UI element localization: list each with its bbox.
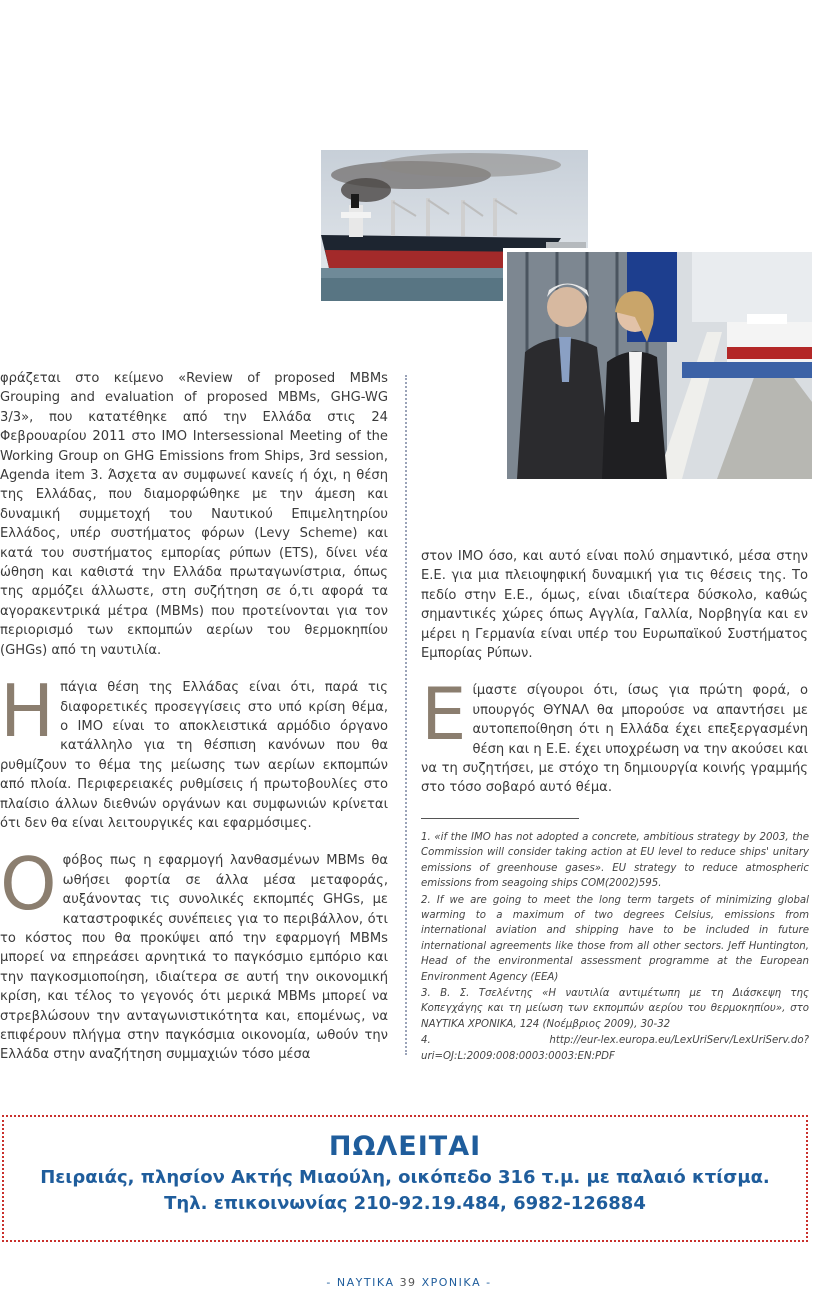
paragraph: φράζεται στο κείμενο «Review of proposed MBMs Grouping and evaluation of proposed MBMs, GHG-WG 3/3», που κατατέθηκε από την Ελλάδα στις 24 Φεβρουαρίου 2011 στο IMO Intersessional Meeting of the Working Group on GHG Emissions from Ships, 3rd session, Agenda item 3. Άσχετα αν συμφωνεί κανείς ή όχι, η θέση της Ελλάδας, που διαμορφώθηκε με την άμεση και δυναμική συμμετοχή του Ναυτικού Επιμελητηρίου Ελλάδος, υπέρ συστήματος φόρων (Levy Scheme) και κατά του συστήματος εμπορίας ρύπων (ETS), δίνει νέα ώθηση και καθιστά την Ελλάδα πρωταγωνίστρια, όπως της αρμόζει άλλωστε, στη συζήτηση σε ό,τι αφορά τα αγορακεντρικά μέτρα (MBMs) που προτείνονται για τον περιορισμό των εκπομπών αερίων του θερμοκηπίου (GHGs) από τη ναυτιλία.: [0, 371, 388, 658]
ad-description: Πειραιάς, πλησίον Ακτής Μιαούλη, οικόπεδο 316 τ.μ. με παλαιό κτίσμα.: [40, 1167, 770, 1188]
paragraph-text: φόβος πως η εφαρμογή λανθασμένων MBMs θα ωθήσει φορτία σε άλλα μέσα μεταφοράς, αυξάνοντας τις συνολικές εκπομπές GHGs, με καταστροφικές συνέπειες για το περιβάλλον, ότι το κόστος που θα προκύψει από την εφαρμογή MBMs μπορεί να επηρεάσει αρνητικά το παγκόσμιο εμπόριο και την παγκοσμιοποίηση, ιδιαίτερα σε αυτή την οικονομική κρίση, και τέλος το γεγονός ότι μερικά MBMs μπορεί να στρεβλώσουν την ανταγωνιστικότητα και, επομένως, να επιφέρουν πλήγμα στην παγκόσμια οικονομία, ωθούν την Ελλάδα στην αναζήτηση συμμαχιών τόσο μέσα: [0, 853, 388, 1063]
ad-title: ΠΩΛΕΙΤΑΙ: [328, 1131, 482, 1162]
column-divider: [405, 375, 407, 1055]
page-number: 39: [399, 1276, 417, 1289]
page-footer: [0, 1276, 818, 1289]
footnote: 3. Β. Σ. Τσελέντης «Η ναυτιλία αντιμέτωπη με τη Διάσκεψη της Κοπεγχάγης και τη μείωση των εκπομπών αερίου του θερμοκηπίου», στο ΝΑΥΤΙΚΑ ΧΡΟΝΙΚΑ, 124 (Νοέμβριος 2009), 30-32: [421, 988, 809, 1030]
drop-cap: Ε: [421, 672, 467, 757]
classified-ad: [2, 1115, 808, 1242]
drop-cap: Η: [0, 669, 55, 754]
footnotes: [421, 830, 809, 1065]
footnote: 4. http://eur-lex.europa.eu/LexUriServ/LexUriServ.do?uri=OJ:L:2009:008:0003:0003:EN:PDF: [421, 1035, 809, 1062]
paragraph: [0, 669, 388, 833]
ad-contact: Τηλ. επικοινωνίας 210-92.19.484, 6982-126884: [164, 1193, 646, 1214]
article-column-right: [421, 547, 808, 816]
footnote: 1. «if the IMO has not adopted a concrete, ambitious strategy by 2003, the Commission will consider taking action at EU level to reduce ships' unitary emissions of greenhouse gases». EU strategy to reduce atmospheric emissions from seagoing ships COM(2002)595.: [421, 832, 809, 890]
footer-right: ΧΡΟΝΙΚΑ -: [421, 1276, 492, 1289]
paragraph: [0, 842, 388, 1064]
paragraph-text: ίμαστε σίγουροι ότι, ίσως για πρώτη φορά, ο υπουργός ΘΥΝΑΛ θα μπορούσε να απαντήσει με αυτοπεποίθηση ότι η Ελλάδα έχει επεξεργασμένη θέση και η Ε.Ε. έχει υποχρέωση να την ακούσει και να τη συζητήσει, με στόχο τη δημιουργία κοινής γραμμής στο τόσο σοβαρό αυτό θέμα.: [421, 683, 808, 796]
meeting-photo: [503, 248, 812, 479]
footnote: 2. If we are going to meet the long term targets of minimizing global warming to a maximum of two degrees Celsius, emissions from international aviation and shipping have to be included in future international agreements like those from all other sectors. Jeff Huntington, Head of the environmental assessment programme at the European Environment Agency (EEA): [421, 894, 809, 983]
footer-left: - ΝΑΥΤΙΚΑ: [326, 1276, 395, 1289]
article-column-left: [0, 369, 388, 1083]
drop-cap: Ο: [0, 842, 57, 927]
paragraph-text: πάγια θέση της Ελλάδας είναι ότι, παρά τις διαφορετικές προσεγγίσεις στο υπό κρίση θέμα, ο IMO είναι το αποκλειστικά αρμόδιο όργανο κατάλληλο για τη θέσπιση κανόνων που θα ρυθμίζουν το θέμα της μείωσης των αερίων εκπομπών από πλοία. Περιφερειακές ρυθμίσεις ή πρωτοβουλίες στο πλαίσιο άλλων διεθνών οργάνων και συμφωνιών κρίνεται ότι δεν θα είναι λειτουργικές και εφαρμόσιμες.: [0, 680, 388, 831]
paragraph: στον IMO όσο, και αυτό είναι πολύ σημαντικό, μέσα στην Ε.Ε. για μια πλειοψηφική δυναμική για τις θέσεις της. Το πεδίο στην Ε.Ε., όμως, είναι ιδιαίτερα δύσκολο, καθώς σημαντικές χώρες όπως Αγγλία, Γαλλία, Νορβηγία και εν μέρει η Γερμανία είναι υπέρ του Ευρωπαϊκού Συστήματος Εμπορίας Ρύπων.: [421, 549, 808, 662]
paragraph: [421, 672, 808, 797]
footnote-rule: [421, 818, 579, 819]
